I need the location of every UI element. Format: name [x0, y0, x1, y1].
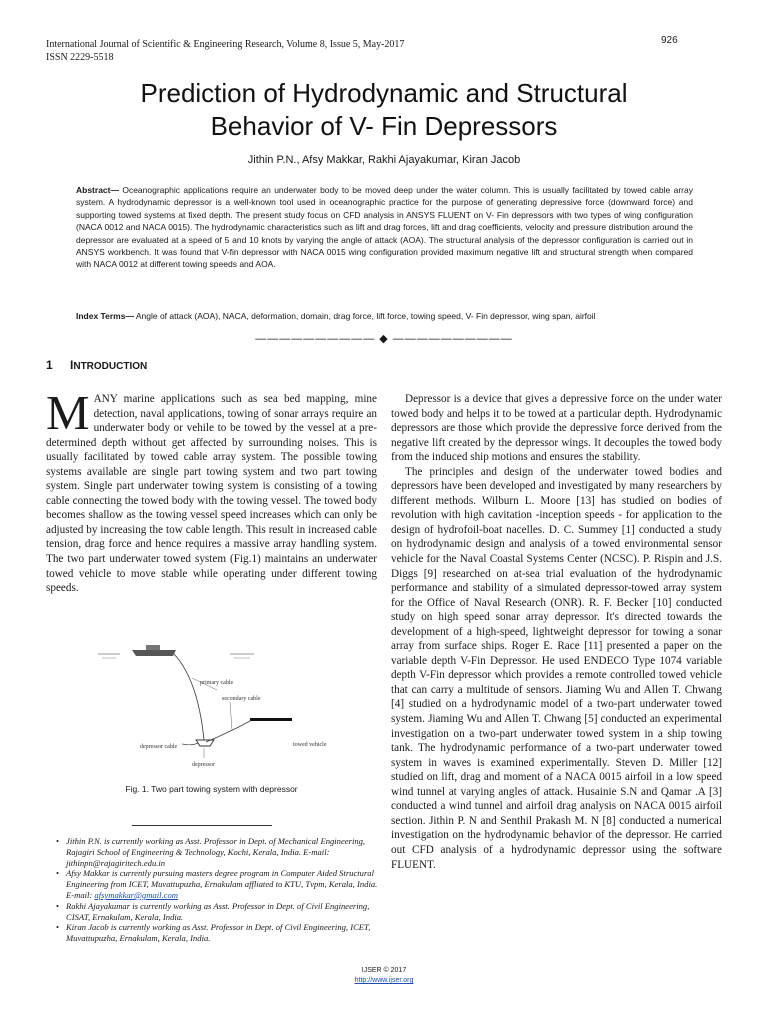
footnote-2 [56, 868, 378, 900]
page-number: 926 [661, 35, 678, 46]
title-line-2: Behavior of V- Fin Depressors [210, 111, 558, 141]
section-heading-rest: NTRODUCTION [73, 361, 148, 372]
footnote-rule [132, 825, 272, 826]
abstract [76, 184, 693, 271]
abstract-text: Oceanographic applications require an underwater body to be moved deep under the water column. This is usually facilitated by towed cable array system. A hydrodynamic depressor is a well-known tool used in oceanographic practice for the purpose of generating depressive force (downward force) and supporting towed systems at fixed depth. The present study focus on CFD analysis in ANSYS FLUENT on V- Fin depressors with two types of wing configuration (NACA 0012 and NACA 0015). The hydrodynamic characteristics such as lift and drag forces, lift and drag coefficients, velocity and pressure distribution around the depressor are evaluated at a speed of 5 and 10 knots by varying the angle of attack (AOA). The structural analysis of the depressor configuration is carried out in ANSYS workbench. It was found that V-fin depressor with NACA 0015 wing configuration provided maximum negative lift and structural strength when compared with NACA 0012 at different towing speeds and AOA. [76, 185, 693, 270]
title-line-1: Prediction of Hydrodynamic and Structural [140, 78, 628, 108]
towed-vehicle-label: towed vehicle [293, 742, 327, 748]
right-paragraph-2: The principles and design of the underwater towed bodies and depressors have been developed and investigated by many researchers by different methods. Wilburn L. Moore [13] has studied on bodies of revolution with high cavitation -inception speeds - for application to the design of hydrofoil-boat nacelles. D. C. Summey [1] conducted a study on hydrodynamic design and analysis of a towed environmental sensor vehicle for the Naval Coastal Systems Center (NCSC). P. Rispin and J.S. Diggs [9] researched on at-sea trial evaluation of the hydrodynamic performance and stability of a simulated depressor-towed array system for the Office of Naval Research (ONR). R. F. Becker [10] conducted study on high speed sonar array depressor. It's directed towards the development of a high-speed, lightweight depressor for towing a sonar array from surface ships. Roger E. Race [11] presented a paper on the variable depth V-Fin Depressor. He used ENDECO Type 1074 variable depth V-Fin depressor which provides a remote controlled towed vehicle that can carry a multitude of sensors. Jiaming Wu and Allen T. Chwang [4] studied on a hydrodynamic model of a two-part underwater towed system. Jiaming Wu and Allen T. Chwang [5] conducted an experimental investigation on a two-part underwater towed system in a ship towing tank. The hydrodynamic performance of a two-part underwater towed system in waves is examined experimentally. Steven D. Miller [12] studied on lift, drag and moment of a NACA 0015 airfoil in a low speed wind tunnel at varying angles of attack. Husainie S.N and Qamar .A [3] conducted a wind tunnel and airfoil drag analysis on NACA 0015 airfoil section. Jithin P. N and Senthil Prakash M. N [8] conducted a numerical investigation on the hydrodynamic behavior of the depressor. He carried out CFD analysis of a hydrodynamic depressor using the software FLUENT. [391, 465, 722, 871]
page-footer [284, 966, 484, 986]
secondary-cable [206, 720, 252, 742]
figure-caption: Fig. 1. Two part towing system with depressor [125, 784, 298, 794]
depressor-body [196, 740, 214, 746]
footnote-2-text: Afsy Makkar is currently pursuing masters degree program in Computer Aided Structural Engineering from ICET, Muvattupuzha, Ernakulam affliated to KTU, Tvpm, Kerala, India. E-mail: [66, 868, 378, 900]
index-terms-label: Index Terms— [76, 311, 134, 321]
towing-ship [132, 650, 176, 656]
depressor-label: depressor [192, 762, 215, 768]
ship-superstructure [146, 645, 160, 650]
issn: ISSN 2229-5518 [46, 52, 114, 63]
index-terms-text: Angle of attack (AOA), NACA, deformation, domain, drag force, lift force, towing speed, V- Fin depressor, wing span, airfoil [133, 311, 596, 321]
paper-title [40, 77, 728, 143]
towing-system-diagram [80, 640, 342, 778]
email-link[interactable]: afsymakkar@gmail.com [94, 889, 178, 900]
footer-url-link[interactable]: http://www.ijser.org [354, 977, 414, 984]
leader-secondary-cable [230, 702, 232, 730]
intro-paragraph-text: ANY marine applications such as sea bed mapping, mine detection, naval applications, towing of sonar arrays require an underwater body or vehile to be towed by the vessel at a pre- determined depth without get affected by surrounding noises. This is usually facilitated by towed cable array system. The possible towing systems available are single part towing system and two part towing system. Single part underwater towing system is consisting of a towing cable connecting the towed body with the towing vessel. The towed body becomes shallow as the towing vessel speed increases which can only be adjusted by increasing the tow cable length. This result in increased cable tension, drag force and hence requires a massive array handling system. The two part underwater towed system (Fig.1) maintains an underwater towed vehicle to move stable while operating under different towing speeds. [46, 393, 377, 595]
abstract-label: Abstract— [76, 185, 119, 195]
primary-cable [174, 654, 204, 740]
index-terms [76, 310, 693, 322]
footnote-1: • Jithin P.N. is currently working as Asst. Professor in Dept. of Mechanical Engineering, Rajagiri School of Engineering & Technology, Kochi, Kerala, India. E-mail: jithinpn@rajagiritech.edu.in [56, 836, 378, 868]
figure-1 [80, 640, 342, 778]
section-divider: —————————— ◆ —————————— [255, 333, 513, 345]
drop-cap: M [46, 385, 90, 440]
footnote-4: • Kiran Jacob is currently working as Asst. Professor in Dept. of Civil Engineering, ICET, Muvattupuzha, Ernakulam, Kerala, India. [56, 922, 378, 944]
section-heading-initial: I [70, 358, 74, 372]
secondary-cable-label: secondary cable [222, 696, 261, 702]
primary-cable-label: primary cable [200, 680, 234, 686]
depressor-cable-line [182, 743, 198, 745]
section-heading [46, 358, 147, 372]
authors: Jithin P.N., Afsy Makkar, Rakhi Ajayakumar, Kiran Jacob [247, 154, 521, 166]
footnote-3: • Rakhi Ajayakumar is currently working as Asst. Professor in Dept. of Civil Engineering, CISAT, Ernakulam, Kerala, India. [56, 901, 378, 923]
left-column [46, 385, 377, 596]
depressor-cable-label: depressor cable [140, 744, 178, 750]
right-paragraph-1: Depressor is a device that gives a depressive force on the under water towed body and helps it to be towed at a particular depth. Hydrodynamic depressors are those which provide the depressive force derived from the negative lift created by the depressor wings. It decouples the towed body from the induced ship motions and ensures the stability. [391, 393, 722, 464]
section-number: 1 [46, 358, 53, 372]
footer-copyright: IJSER © 2017 [361, 967, 407, 974]
journal-name: International Journal of Scientific & Engineering Research, Volume 8, Issue 5, May-2017 [46, 39, 405, 50]
right-column [391, 392, 722, 872]
intro-paragraph [46, 385, 377, 596]
towed-vehicle [250, 718, 292, 721]
journal-header [46, 38, 566, 64]
footnotes [56, 836, 378, 944]
